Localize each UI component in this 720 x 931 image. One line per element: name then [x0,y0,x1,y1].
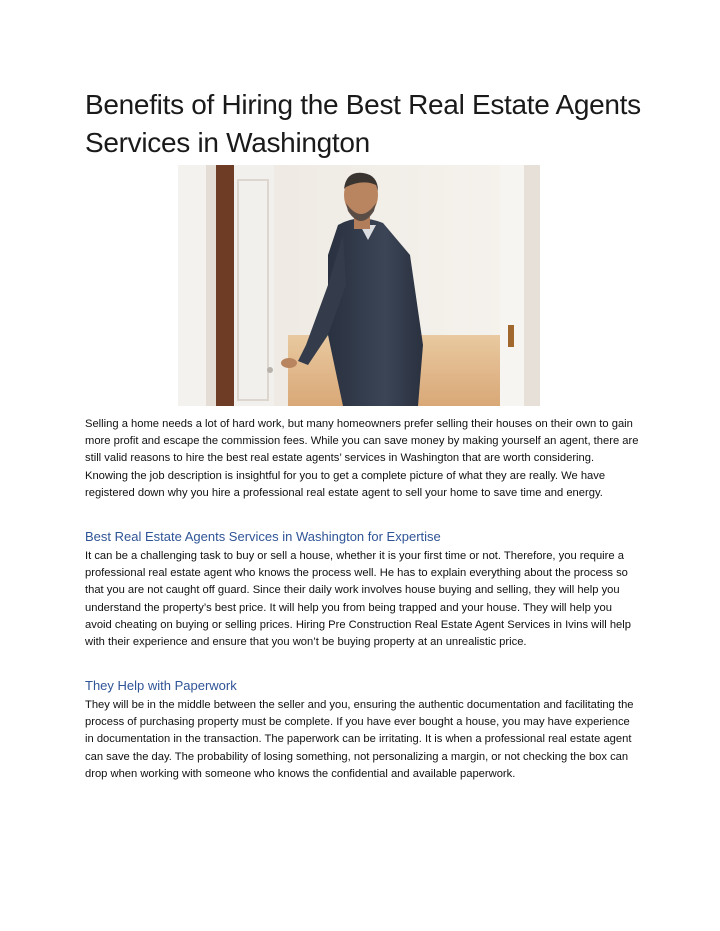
hero-photo [178,165,540,406]
page-title: Benefits of Hiring the Best Real Estate Agents Services in Washington [85,89,641,158]
section-heading: They Help with Paperwork [85,678,237,693]
section-paperwork [85,677,640,783]
section-heading: Best Real Estate Agents Services in Washington for Expertise [85,529,441,544]
intro-paragraph: Selling a home needs a lot of hard work, but many homeowners prefer selling their houses on their own to gain more profit and escape the commission fees. While you can save money by making yourself an agent, there are still valid reasons to hire the best real estate agents’ services in Washington that are worth considering. Knowing the job description is insightful for you to get a complete picture of what they are really. We have registered down why you hire a professional real estate agent to sell your home to save time and energy. [85,418,639,499]
section-expertise [85,528,640,651]
section-paragraph: They will be in the middle between the seller and you, ensuring the authentic documentation and facilitating the process of purchasing property must be complete. If you have ever bought a house, you may have experience in documentation in the transaction. The paperwork can be irritating. It is when a professional real estate agent can save the day. The probability of losing something, not personalizing a margin, or not checking the box can drop when working with someone who knows the confidential and available paperwork. [85,699,634,780]
section-paragraph: It can be a challenging task to buy or sell a house, whether it is your first time or not. Therefore, you require a professional real estate agent who knows the process well. He has to explain everything about the process so that you are not caught off guard. Since their daily work involves house buying and selling, they will help you understand the property’s best price. It will help you from being trapped and your house. They will help you avoid cheating on buying or selling prices. Hiring Pre Construction Real Estate Agent Services in Ivins will help with their experience and ensure that you won’t be buying property at an unrealistic price. [85,550,631,649]
